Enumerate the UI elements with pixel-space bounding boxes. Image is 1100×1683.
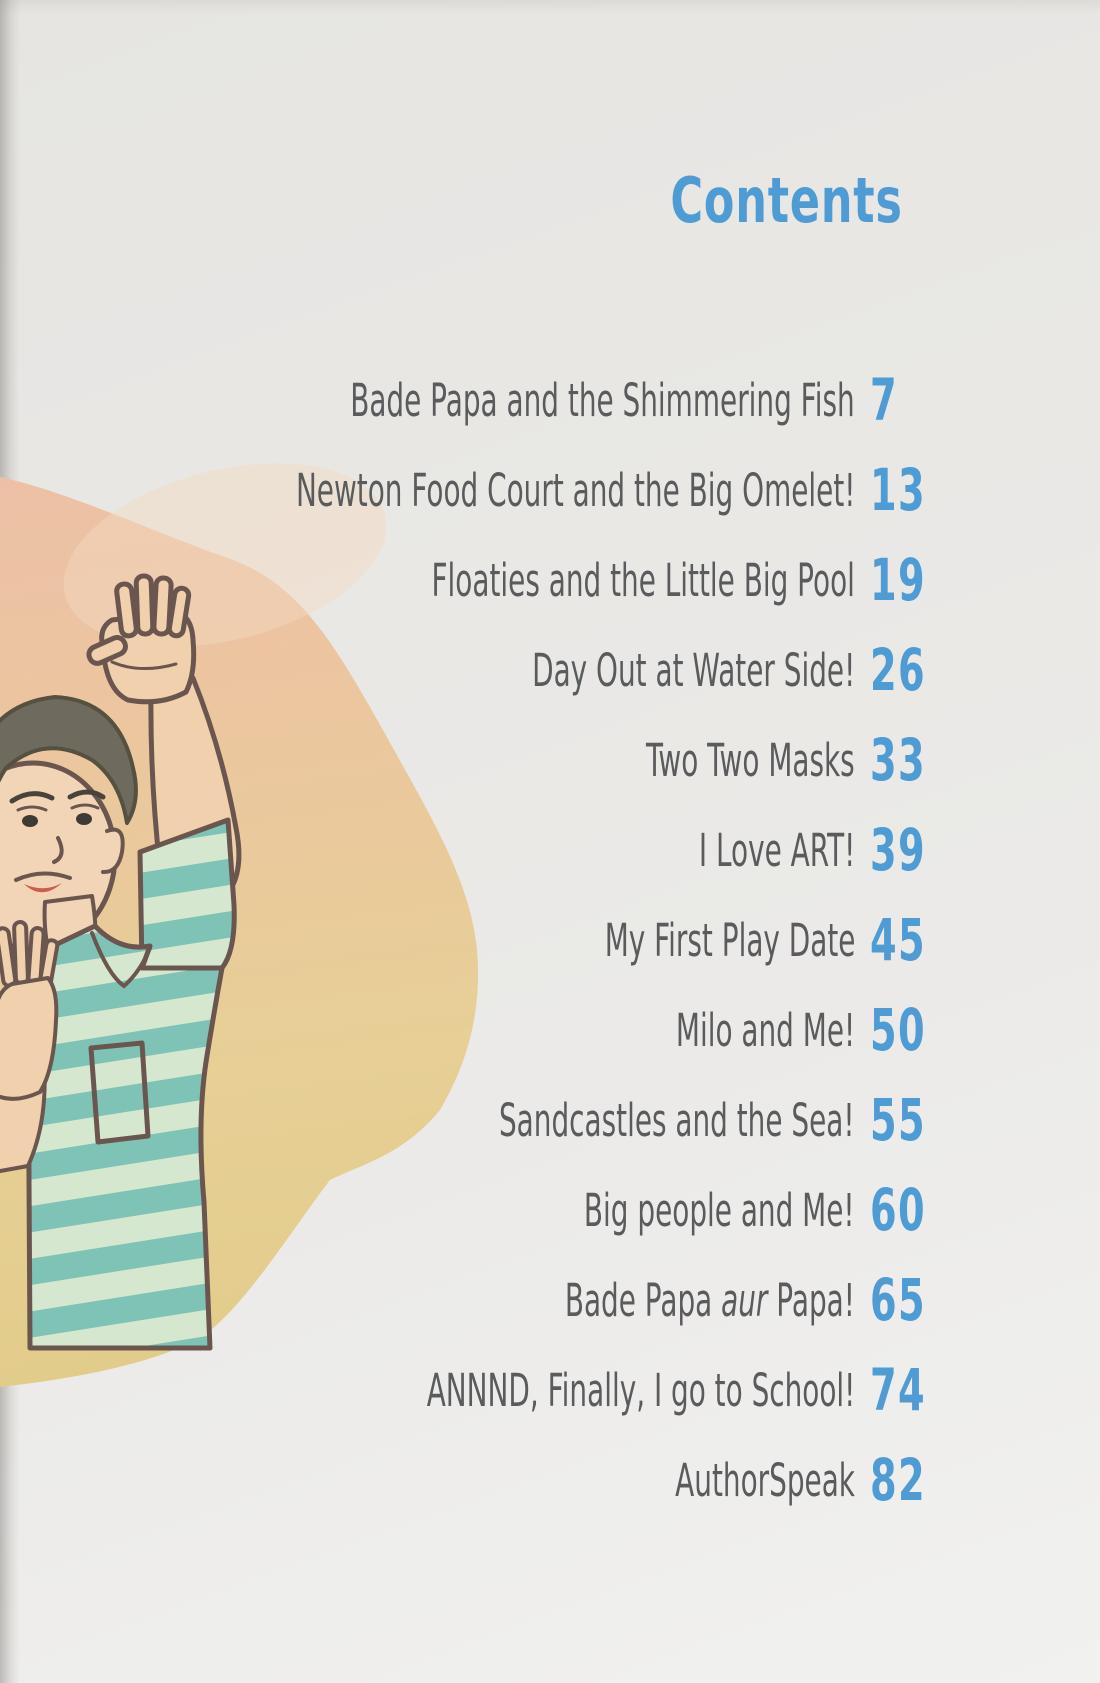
chapter-title: I Love ART! — [698, 823, 855, 877]
toc-entry — [0, 985, 1100, 1075]
chapter-title: Two Two Masks — [646, 733, 855, 787]
toc-entry — [0, 625, 1100, 715]
page-top-shadow — [0, 0, 1100, 14]
chapter-title: Bade Papa and the Shimmering Fish — [350, 373, 855, 427]
page-title: Contents — [670, 164, 903, 237]
chapter-page-number: 65 — [870, 1266, 926, 1334]
chapter-page-number: 7 — [870, 366, 898, 434]
chapter-page-number: 74 — [870, 1356, 926, 1424]
chapter-page-number: 50 — [870, 996, 926, 1064]
chapter-title: Bade Papa aur Papa! — [564, 1273, 855, 1327]
toc-entry — [0, 1255, 1100, 1345]
chapter-title: My First Play Date — [604, 913, 855, 967]
chapter-title: ANNND, Finally, I go to School! — [426, 1363, 855, 1417]
chapter-page-number: 60 — [870, 1176, 926, 1244]
toc-entry — [0, 715, 1100, 805]
chapter-page-number: 19 — [870, 546, 926, 614]
chapter-page-number: 26 — [870, 636, 926, 704]
chapter-page-number: 45 — [870, 906, 926, 974]
toc-entry — [0, 535, 1100, 625]
chapter-title: Floaties and the Little Big Pool — [431, 553, 855, 607]
toc-entry — [0, 1435, 1100, 1525]
chapter-page-number: 55 — [870, 1086, 926, 1154]
toc-entry — [0, 355, 1100, 445]
chapter-page-number: 33 — [870, 726, 926, 794]
toc-entry — [0, 445, 1100, 535]
toc-entry — [0, 1165, 1100, 1255]
chapter-page-number: 13 — [870, 456, 926, 524]
toc-entry — [0, 895, 1100, 985]
chapter-page-number: 39 — [870, 816, 926, 884]
chapter-title: Newton Food Court and the Big Omelet! — [295, 463, 855, 517]
chapter-page-number: 82 — [870, 1446, 926, 1514]
toc-entry — [0, 805, 1100, 895]
chapter-title: Milo and Me! — [675, 1003, 855, 1057]
chapter-title: AuthorSpeak — [675, 1453, 855, 1507]
toc-entry — [0, 1075, 1100, 1165]
toc-entry — [0, 1345, 1100, 1435]
chapter-title: Sandcastles and the Sea! — [499, 1093, 855, 1147]
chapter-title: Big people and Me! — [584, 1183, 855, 1237]
table-of-contents — [0, 355, 1100, 1525]
chapter-title: Day Out at Water Side! — [531, 643, 855, 697]
